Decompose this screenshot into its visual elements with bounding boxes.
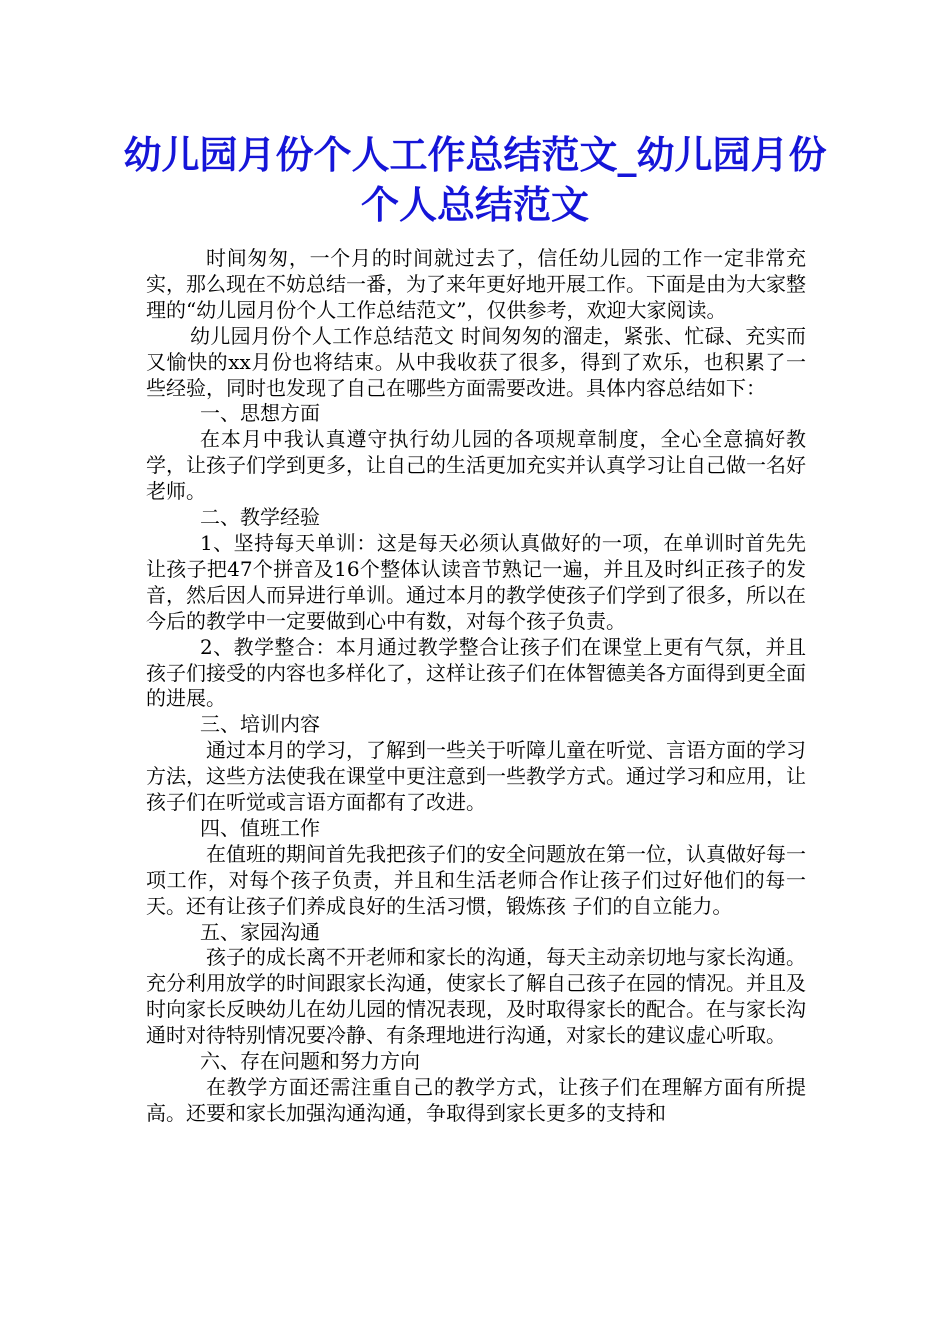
document-title: 幼儿园月份个人工作总结范文_幼儿园月份个人总结范文 bbox=[123, 132, 827, 227]
problems-paragraph: 在教学方面还需注重自己的教学方式，让孩子们在理解方面有所提高。还要和家长加强沟通沟通，争取得到家长更多的支持和 bbox=[146, 1075, 806, 1125]
teaching-paragraph-1: 1、坚持每天单训：这是每天必须认真做好的一项，在单训时首先先让孩子把47个拼音及16个整体认读音节熟记一遍，并且及时纠正孩子的发音，然后因人而异进行单训。通过本月的教学使孩子们学到了很多，所以在今后的教学中一定要做到心中有数，对每个孩子负责。 bbox=[146, 530, 806, 633]
section-heading-duty: 四、值班工作 bbox=[200, 815, 320, 840]
communication-paragraph: 孩子的成长离不开老师和家长的沟通，每天主动亲切地与家长沟通。充分利用放学的时间跟家长沟通，使家长了解自己孩子在园的情况。并且及时向家长反映幼儿在幼儿园的情况表现，及时取得家长的配合。在与家长沟通时对待特别情况要冷静、有条理地进行沟通，对家长的建议虚心听取。 bbox=[146, 945, 806, 1048]
opening-paragraph: 幼儿园月份个人工作总结范文 时间匆匆的溜走，紧张、忙碌、充实而又愉快的xx月份也将结束。从中我收获了很多，得到了欢乐，也积累了一些经验，同时也发现了自己在哪些方面需要改进。具体内容总结如下： bbox=[146, 323, 806, 400]
intro-paragraph: 时间匆匆，一个月的时间就过去了，信任幼儿园的工作一定非常充实，那么现在不妨总结一番，为了来年更好地开展工作。下面是由为大家整理的“幼儿园月份个人工作总结范文”，仅供参考，欢迎大家阅读。 bbox=[146, 246, 806, 322]
thought-paragraph: 在本月中我认真遵守执行幼儿园的各项规章制度，全心全意搞好教学，让孩子们学到更多，让自己的生活更加充实并认真学习让自己做一名好老师。 bbox=[146, 427, 806, 504]
section-heading-problems: 六、存在问题和努力方向 bbox=[200, 1049, 420, 1074]
section-heading-training: 三、培训内容 bbox=[200, 712, 320, 737]
section-heading-thought: 一、思想方面 bbox=[200, 401, 320, 426]
section-heading-communication: 五、家园沟通 bbox=[200, 919, 320, 944]
duty-paragraph: 在值班的期间首先我把孩子们的安全问题放在第一位，认真做好每一项工作，对每个孩子负责，并且和生活老师合作让孩子们过好他们的每一天。还有让孩子们养成良好的生活习惯，锻炼孩 子们的自立能力。 bbox=[146, 841, 806, 918]
section-heading-teaching: 二、教学经验 bbox=[200, 505, 320, 530]
document-body bbox=[146, 246, 806, 1127]
training-paragraph: 通过本月的学习，了解到一些关于听障儿童在听觉、言语方面的学习方法，这些方法使我在课堂中更注意到一些教学方式。通过学习和应用，让孩子们在听觉或言语方面都有了改进。 bbox=[146, 738, 806, 815]
teaching-paragraph-2: 2、教学整合：本月通过教学整合让孩子们在课堂上更有气氛，并且孩子们接受的内容也多样化了，这样让孩子们在体智德美各方面得到更全面的进展。 bbox=[146, 634, 806, 711]
